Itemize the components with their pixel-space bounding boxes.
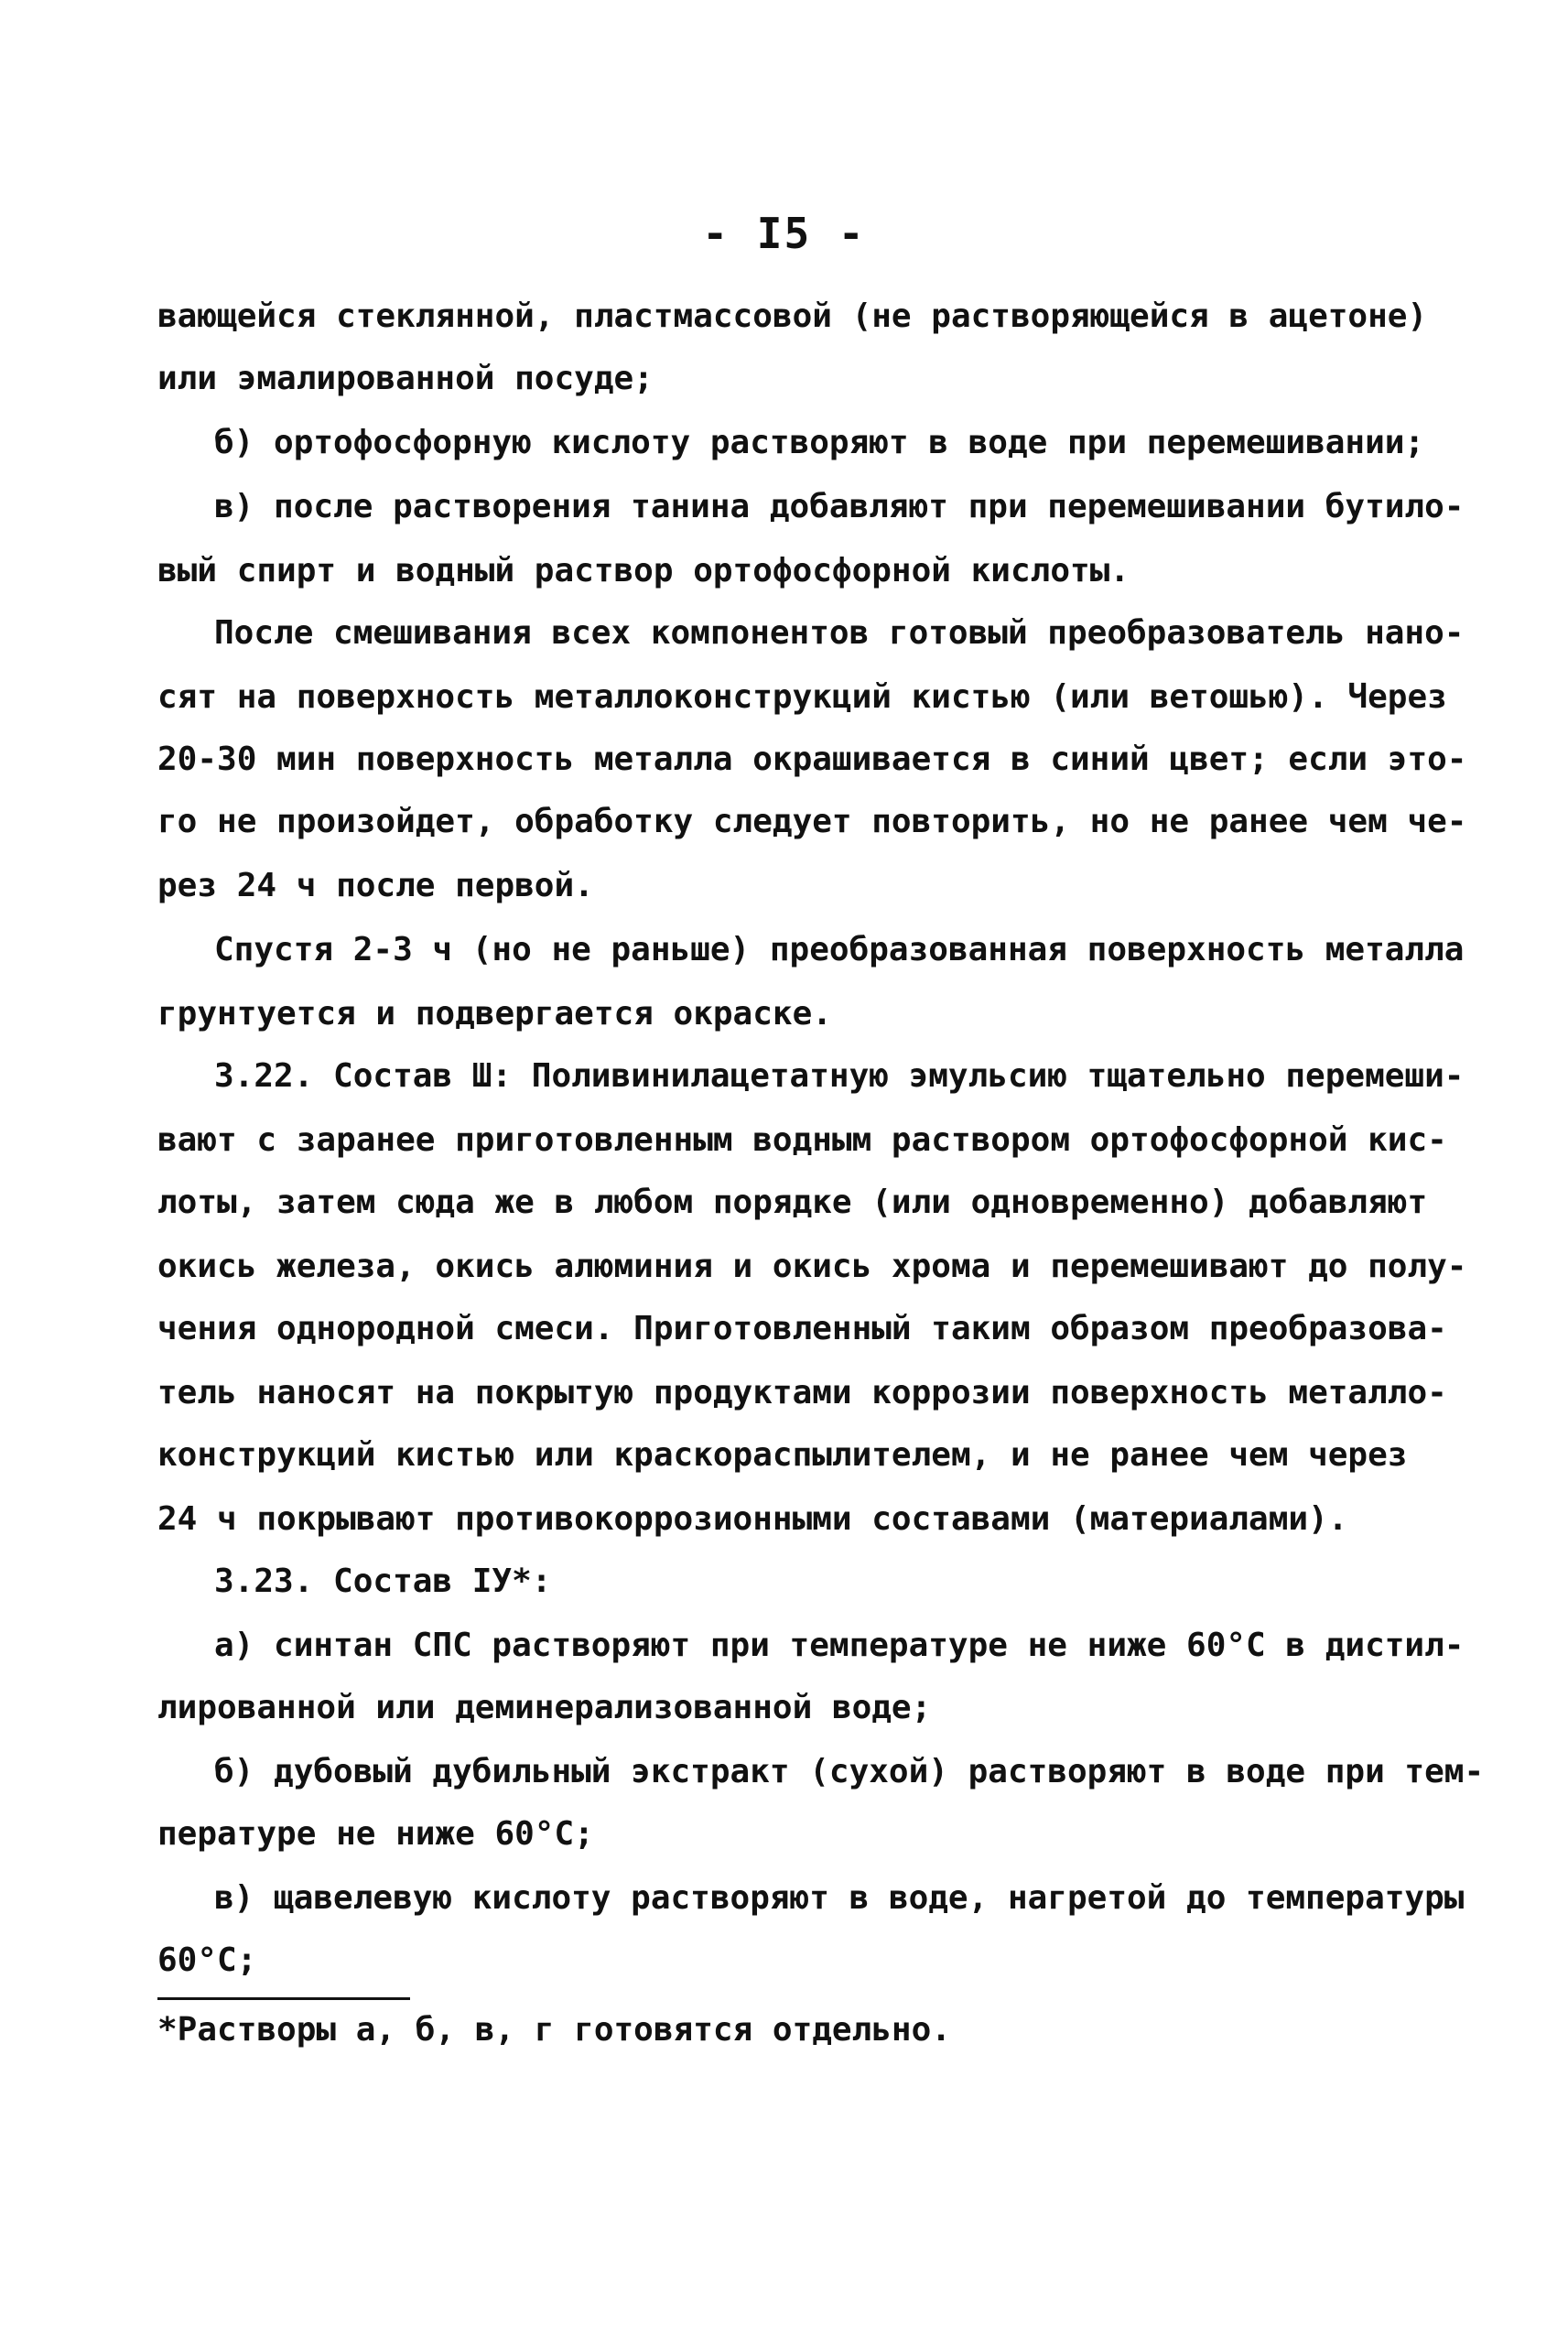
text-line: б) ортофосфорную кислоту растворяют в воде при перемешивании; [214, 424, 1425, 461]
text-line: а) синтан СПС растворяют при температуре не ниже 60°С в дистил- [214, 1627, 1465, 1664]
text-line: чения однородной смеси. Приготовленный таким образом преобразова- [157, 1310, 1447, 1347]
text-line: лоты, затем сюда же в любом порядке (или одновременно) добавляют [157, 1184, 1428, 1221]
text-line: или эмалированной посуде; [157, 360, 654, 397]
text-line: 3.22. Состав Ш: Поливинилацетатную эмульсию тщательно перемеши- [214, 1057, 1465, 1095]
text-line: окись железа, окись алюминия и окись хрома и перемешивают до полу- [157, 1248, 1467, 1285]
text-line: вают с заранее приготовленным водным раствором ортофосфорной кис- [157, 1121, 1447, 1159]
text-line: в) щавелевую кислоту растворяют в воде, нагретой до температуры [214, 1879, 1465, 1917]
text-line: вый спирт и водный раствор ортофосфорной кислоты. [157, 552, 1130, 589]
text-line: б) дубовый дубильный экстракт (сухой) растворяют в воде при тем- [214, 1753, 1485, 1790]
text-line: 20-30 мин поверхность металла окрашивается в синий цвет; если это- [157, 741, 1467, 778]
text-line: го не произойдет, обработку следует повторить, но не ранее чем че- [157, 803, 1467, 840]
page-number: - I5 - [702, 209, 866, 258]
text-line: в) после растворения танина добавляют при перемешивании бутило- [214, 488, 1465, 525]
text-line: вающейся стеклянной, пластмассовой (не растворяющейся в ацетоне) [157, 297, 1428, 335]
text-line: После смешивания всех компонентов готовый преобразователь нано- [214, 614, 1465, 652]
text-line: рез 24 ч после первой. [157, 867, 594, 904]
text-line: сят на поверхность металлоконструкций кистью (или ветошью). Через [157, 678, 1447, 716]
text-line: конструкций кистью или краскораспылителем, и не ранее чем через [157, 1436, 1408, 1474]
text-line: тель наносят на покрытую продуктами коррозии поверхность металло- [157, 1374, 1447, 1411]
text-line: 3.23. Состав IУ*: [214, 1563, 552, 1600]
text-line: пературе не ниже 60°С; [157, 1815, 594, 1853]
text-line: Спустя 2-3 ч (но не раньше) преобразованная поверхность металла [214, 931, 1465, 968]
text-line: лированной или деминерализованной воде; [157, 1689, 932, 1726]
text-line: 24 ч покрывают противокоррозионными составами (материалами). [157, 1500, 1348, 1538]
text-line: 60°С; [157, 1941, 257, 1979]
text-line: грунтуется и подвергается окраске. [157, 995, 832, 1033]
footnote: *Растворы а, б, в, г готовятся отдельно. [157, 2011, 951, 2049]
footnote-divider [157, 1997, 410, 2000]
